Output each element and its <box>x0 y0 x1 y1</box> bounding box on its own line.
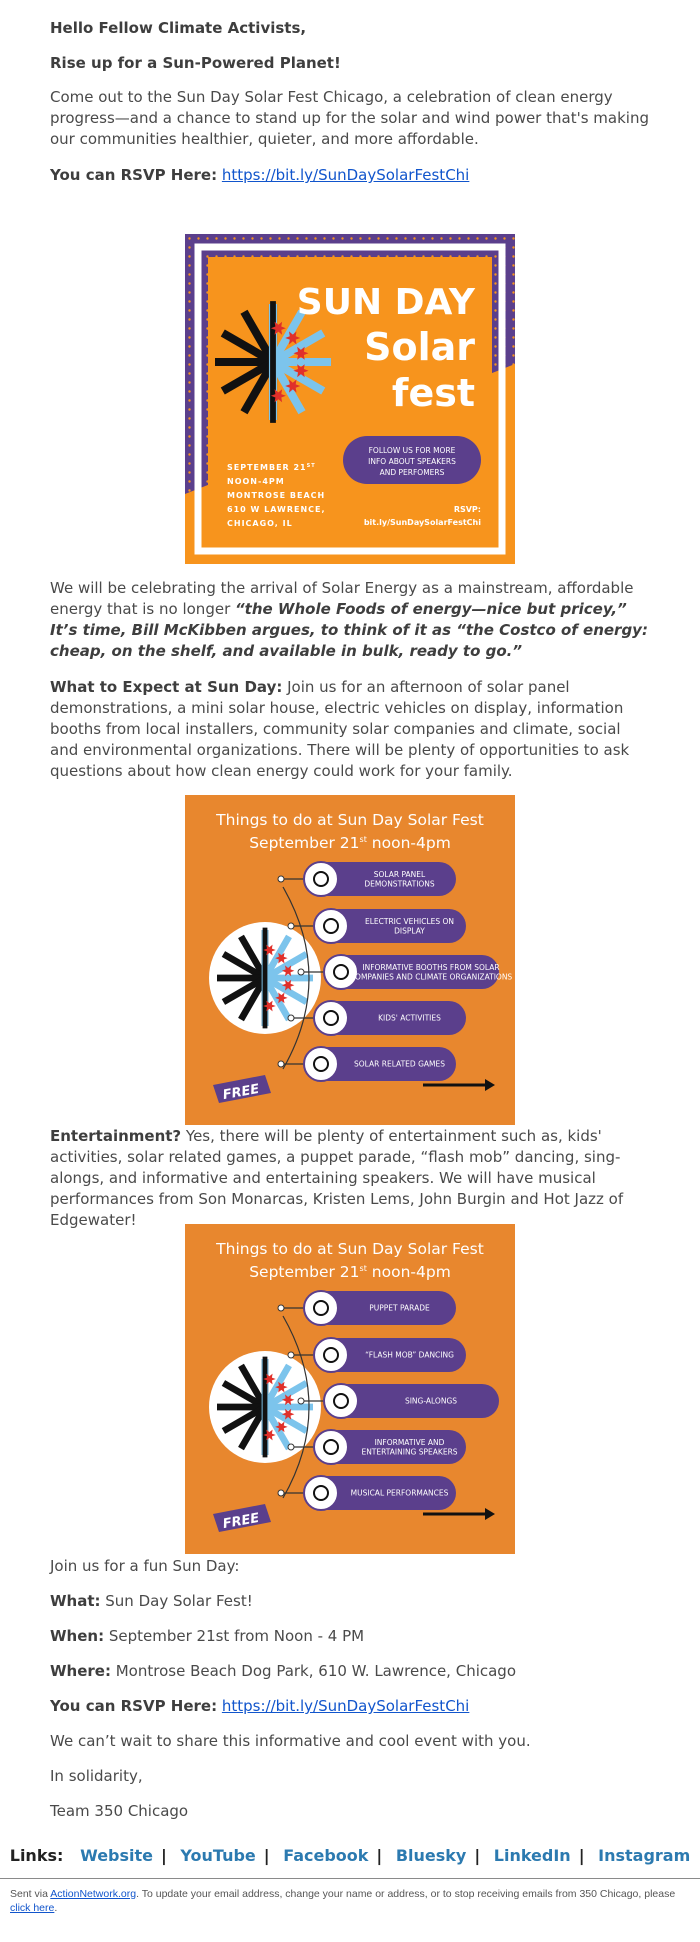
item-icon-5 <box>304 1047 338 1081</box>
poster-date: SEPTEMBER 21ST <box>227 463 316 472</box>
expect-paragraph <box>50 677 650 782</box>
what-value: Sun Day Solar Fest! <box>100 1592 253 1610</box>
what-line <box>50 1591 650 1612</box>
activity-label: SOLAR PANEL DEMONSTRATIONS <box>364 869 435 889</box>
follow-text-1: FOLLOW US FOR MORE <box>368 446 456 455</box>
link-facebook[interactable]: Facebook <box>283 1846 369 1865</box>
item-icon-1 <box>304 862 338 896</box>
svg-text:FREE: FREE <box>221 1510 261 1533</box>
flyer-2-date: September 21st noon-4pm <box>249 1263 451 1281</box>
poster-venue: MONTROSE BEACH <box>227 491 326 500</box>
entertainment-text: Yes, there will be plenty of entertainment such as, kids' activities, solar related games, a puppet parade, “flash mob” dancing, sing-alongs, and informative and entertaining speakers. We will have musical performances from Son Monarcas, Kristen Lems, John Burgin and Hot Jazz of Edgewater! <box>50 1127 624 1229</box>
svg-text:FREE: FREE <box>221 1081 261 1104</box>
celebrate-text: We will be celebrating the arrival of Solar Energy as a mainstream, affordable energy that is no longer <box>50 579 634 618</box>
poster-time: NOON-4PM <box>227 477 285 486</box>
item-icon-1 <box>304 1291 338 1325</box>
rsvp-line-2 <box>50 1696 650 1717</box>
headline: Rise up for a Sun-Powered Planet! <box>50 54 341 72</box>
poster-rsvp-link: bit.ly/SunDaySolarFestChi <box>363 518 481 527</box>
expect-text: Join us for an afternoon of solar panel demonstrations, a mini solar house, electric vehicles on display, information booths from local installers, community solar companies and climate, social and environmental organizations. There will be plenty of opportunities to ask questions about how clean energy could work for your family. <box>50 678 630 780</box>
rsvp-link-2[interactable]: https://bit.ly/SunDaySolarFestChi <box>221 1697 470 1715</box>
follow-text-2: INFO ABOUT SPEAKERS <box>368 457 456 466</box>
activity-label: ELECTRIC VEHICLES ON DISPLAY <box>364 916 455 936</box>
signoff-text: In solidarity, <box>50 1767 143 1785</box>
activity-label: SOLAR RELATED GAMES <box>354 1059 445 1069</box>
activity-label: INFORMATIVE BOOTHS FROM SOLAR COMPANIES AND CLIMATE ORGANIZATIONS <box>349 962 513 982</box>
expect-label: What to Expect at Sun Day: <box>50 678 283 696</box>
flyer-2-graphic <box>185 1224 515 1554</box>
where-value: Montrose Beach Dog Park, 610 W. Lawrence, Chicago <box>110 1662 517 1680</box>
separator: | <box>376 1846 383 1865</box>
entertainment-paragraph <box>50 1126 650 1231</box>
links-label: Links: <box>9 1846 64 1865</box>
flyer-1-title: Things to do at Sun Day Solar Fest <box>216 811 484 829</box>
flyer-1-date: September 21st noon-4pm <box>249 834 451 852</box>
celebrate-paragraph <box>50 578 650 662</box>
poster-title-1: SUN DAY <box>296 282 475 323</box>
things-to-do-flyer-2 <box>185 1224 515 1554</box>
what-label: What: <box>50 1592 101 1610</box>
activity-label: KIDS' ACTIVITIES <box>378 1013 441 1023</box>
things-to-do-flyer-1 <box>185 795 515 1125</box>
item-icon-2 <box>314 909 348 943</box>
link-bluesky[interactable]: Bluesky <box>395 1846 467 1865</box>
entertainment-label: Entertainment? <box>50 1127 182 1145</box>
item-icon-5 <box>304 1476 338 1510</box>
footer-divider <box>0 1878 700 1879</box>
separator: | <box>161 1846 167 1865</box>
team-name: Team 350 Chicago <box>50 1802 189 1820</box>
separator: | <box>474 1846 481 1865</box>
link-youtube[interactable]: YouTube <box>180 1846 256 1865</box>
activity-label: “FLASH MOB” DANCING <box>365 1350 454 1360</box>
where-line <box>50 1661 650 1682</box>
unsubscribe-link[interactable]: click here <box>10 1902 55 1914</box>
join-text: Join us for a fun Sun Day: <box>50 1557 240 1575</box>
poster-rsvp-label: RSVP: <box>453 505 481 514</box>
rsvp-label: You can RSVP Here: <box>50 166 218 184</box>
flyer-1-graphic <box>185 795 515 1125</box>
when-value: September 21st from Noon - 4 PM <box>104 1627 365 1645</box>
activity-label: PUPPET PARADE <box>369 1303 430 1313</box>
when-label: When: <box>50 1627 105 1645</box>
greeting: Hello Fellow Climate Activists, <box>50 19 307 37</box>
social-links <box>0 1846 700 1865</box>
when-line <box>50 1626 650 1647</box>
item-icon-4 <box>314 1001 348 1035</box>
activity-label: MUSICAL PERFORMANCES <box>350 1488 449 1498</box>
sun-day-poster <box>185 234 515 564</box>
flyer-2-title: Things to do at Sun Day Solar Fest <box>216 1240 484 1258</box>
where-label: Where: <box>50 1662 111 1680</box>
separator: | <box>578 1846 585 1865</box>
footer: Sent via ActionNetwork.org. To update your email address, change your name or address, or to stop receiving emails from 350 Chicago, please click here. <box>10 1888 676 1914</box>
rsvp-link[interactable]: https://bit.ly/SunDaySolarFestChi <box>221 166 470 184</box>
item-icon-3 <box>324 1384 358 1418</box>
link-linkedin[interactable]: LinkedIn <box>493 1846 571 1865</box>
item-icon-2 <box>314 1338 348 1372</box>
link-website[interactable]: Website <box>80 1846 153 1865</box>
intro-paragraph: Come out to the Sun Day Solar Fest Chicago, a celebration of clean energy progress—and a chance to stand up for the solar and wind power that's making our communities healthier, quieter, and more affordable. <box>50 88 649 148</box>
closing-text: We can’t wait to share this informative and cool event with you. <box>50 1732 531 1750</box>
activity-label: INFORMATIVE AND ENTERTAINING SPEAKERS <box>361 1437 458 1457</box>
mckibben-quote: “the Whole Foods of energy—nice but pricey,” It’s time, Bill McKibben argues, to think of it as “the Costco of energy: cheap, on the shelf, and available in bulk, ready to go.” <box>50 600 648 660</box>
actionnetwork-link[interactable]: ActionNetwork.org <box>50 1888 137 1900</box>
link-instagram[interactable]: Instagram <box>598 1846 691 1865</box>
poster-title-3: fest <box>391 371 475 415</box>
poster-address: 610 W LAWRENCE, <box>227 505 326 514</box>
poster-graphic <box>185 234 515 564</box>
poster-city: CHICAGO, IL <box>227 519 293 528</box>
rsvp-label-2: You can RSVP Here: <box>50 1697 218 1715</box>
follow-text-3: AND PERFOMERS <box>379 468 445 477</box>
item-icon-4 <box>314 1430 348 1464</box>
poster-title-2: Solar <box>364 325 475 369</box>
activity-label: SING-ALONGS <box>404 1396 458 1406</box>
rsvp-line <box>50 165 650 186</box>
separator: | <box>263 1846 270 1865</box>
